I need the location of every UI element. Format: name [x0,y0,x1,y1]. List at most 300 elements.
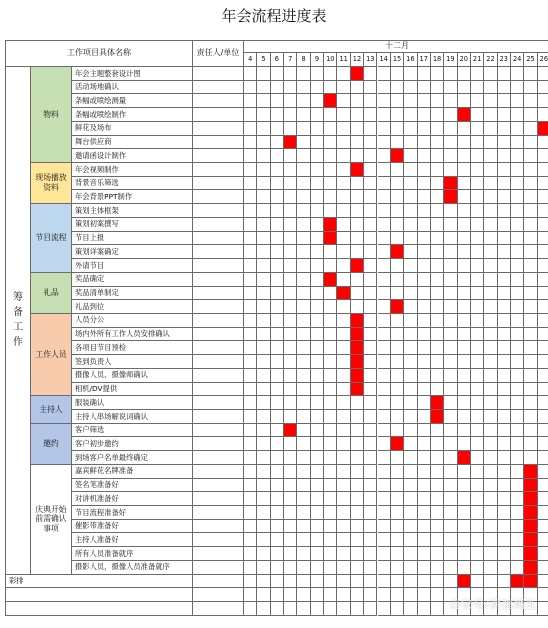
schedule-mark [351,163,364,177]
schedule-cell [244,136,257,150]
schedule-cell [498,451,511,465]
schedule-mark [351,355,364,369]
schedule-cell [511,465,524,479]
schedule-cell [324,163,337,177]
schedule-cell [311,465,324,479]
schedule-cell [538,424,548,438]
schedule-cell [391,479,404,493]
schedule-cell [244,465,257,479]
schedule-cell [378,506,391,520]
schedule-cell [511,67,524,81]
task-name: 外请节目 [72,259,193,273]
task-name: 奖品清单制定 [72,287,193,301]
schedule-cell [337,300,350,314]
schedule-cell [324,287,337,301]
schedule-cell [337,341,350,355]
schedule-cell [297,424,310,438]
schedule-cell [524,451,537,465]
schedule-cell [284,300,297,314]
schedule-cell [471,465,484,479]
schedule-cell [498,396,511,410]
schedule-cell [284,369,297,383]
schedule-cell [244,122,257,136]
schedule-cell [364,190,377,204]
schedule-cell [364,287,377,301]
schedule-cell [351,465,364,479]
schedule-cell [538,588,548,602]
schedule-cell [511,533,524,547]
schedule-cell [297,245,310,259]
schedule-cell [244,177,257,191]
schedule-cell [324,245,337,259]
schedule-cell [271,588,284,602]
schedule-cell [324,575,337,589]
day-header: 22 [484,53,497,67]
header-month: 十二月 [244,40,548,53]
schedule-cell [431,204,444,218]
schedule-cell [311,410,324,424]
schedule-cell [271,149,284,163]
schedule-cell [337,163,350,177]
schedule-cell [471,287,484,301]
schedule-cell [444,369,457,383]
owner-cell [193,533,244,547]
owner-cell [193,287,244,301]
schedule-cell [404,341,417,355]
schedule-mark [351,341,364,355]
schedule-cell [431,424,444,438]
task-name: 邀请函设计制作 [72,149,193,163]
schedule-cell [458,67,471,81]
schedule-mark [511,575,524,589]
schedule-cell [404,136,417,150]
schedule-cell [257,410,270,424]
schedule-cell [538,67,548,81]
schedule-cell [337,122,350,136]
schedule-cell [418,149,431,163]
schedule-cell [538,575,548,589]
schedule-cell [351,300,364,314]
schedule-cell [484,245,497,259]
schedule-cell [404,410,417,424]
schedule-cell [484,232,497,246]
schedule-cell [351,520,364,534]
owner-cell [193,506,244,520]
schedule-cell [311,122,324,136]
schedule-cell [404,67,417,81]
schedule-cell [524,273,537,287]
schedule-cell [444,287,457,301]
schedule-cell [311,81,324,95]
schedule-cell [351,81,364,95]
schedule-cell [378,588,391,602]
schedule-cell [391,273,404,287]
schedule-mark [524,575,537,589]
schedule-cell [538,328,548,342]
schedule-cell [351,190,364,204]
schedule-cell [458,369,471,383]
schedule-cell [391,259,404,273]
schedule-cell [257,355,270,369]
schedule-cell [498,136,511,150]
schedule-cell [364,328,377,342]
schedule-cell [351,149,364,163]
schedule-cell [484,424,497,438]
schedule-cell [337,437,350,451]
schedule-cell [391,341,404,355]
task-name: 相机/DV提供 [72,383,193,397]
schedule-cell [324,328,337,342]
schedule-cell [271,273,284,287]
schedule-cell [311,273,324,287]
schedule-cell [257,328,270,342]
schedule-cell [538,245,548,259]
schedule-cell [311,218,324,232]
schedule-cell [337,218,350,232]
schedule-cell [498,547,511,561]
schedule-cell [418,81,431,95]
schedule-cell [444,533,457,547]
schedule-mark [524,479,537,493]
schedule-cell [498,67,511,81]
task-name: 策划初案撰写 [72,218,193,232]
schedule-mark [351,67,364,81]
schedule-cell [484,383,497,397]
day-header: 11 [337,53,350,67]
schedule-cell [271,232,284,246]
schedule-cell [284,190,297,204]
schedule-cell [538,232,548,246]
category-cell: 礼品 [31,273,72,314]
schedule-cell [364,122,377,136]
schedule-cell [391,424,404,438]
schedule-cell [324,369,337,383]
schedule-cell [271,520,284,534]
task-name: 客户初步邀约 [72,437,193,451]
schedule-mark [324,232,337,246]
schedule-cell [284,328,297,342]
schedule-cell [297,396,310,410]
schedule-cell [498,204,511,218]
schedule-cell [511,122,524,136]
schedule-cell [391,204,404,218]
category-cell: 主持人 [31,396,72,423]
schedule-cell [337,328,350,342]
schedule-cell [484,259,497,273]
schedule-cell [418,136,431,150]
schedule-cell [257,479,270,493]
schedule-cell [271,492,284,506]
schedule-cell [271,561,284,575]
schedule-cell [404,328,417,342]
schedule-cell [511,273,524,287]
schedule-cell [311,314,324,328]
schedule-cell [311,396,324,410]
schedule-cell [244,190,257,204]
schedule-cell [271,81,284,95]
schedule-cell [418,108,431,122]
schedule-cell [324,314,337,328]
schedule-cell [244,437,257,451]
day-header: 10 [324,53,337,67]
schedule-cell [284,67,297,81]
schedule-cell [471,136,484,150]
schedule-cell [364,506,377,520]
schedule-cell [444,204,457,218]
schedule-cell [297,287,310,301]
schedule-mark [524,465,537,479]
schedule-cell [324,67,337,81]
schedule-cell [337,575,350,589]
schedule-cell [418,451,431,465]
category-cell: 物料 [31,67,72,163]
schedule-cell [484,190,497,204]
schedule-cell [284,602,297,616]
schedule-cell [364,163,377,177]
schedule-cell [311,190,324,204]
schedule-cell [297,177,310,191]
schedule-cell [284,108,297,122]
schedule-cell [444,328,457,342]
schedule-cell [271,424,284,438]
schedule-cell [431,163,444,177]
schedule-cell [311,287,324,301]
schedule-cell [337,547,350,561]
schedule-cell [431,575,444,589]
schedule-cell [404,232,417,246]
schedule-cell [297,273,310,287]
schedule-cell [324,300,337,314]
schedule-cell [364,479,377,493]
schedule-cell [311,149,324,163]
schedule-cell [364,437,377,451]
schedule-cell [444,410,457,424]
schedule-cell [458,94,471,108]
schedule-cell [431,81,444,95]
schedule-cell [444,437,457,451]
schedule-cell [484,369,497,383]
schedule-cell [297,369,310,383]
schedule-cell [378,259,391,273]
schedule-cell [444,396,457,410]
schedule-cell [511,314,524,328]
schedule-cell [524,314,537,328]
day-header: 4 [244,53,257,67]
schedule-cell [324,149,337,163]
schedule-cell [284,273,297,287]
schedule-cell [271,602,284,616]
schedule-cell [538,410,548,424]
schedule-cell [404,273,417,287]
schedule-cell [284,383,297,397]
schedule-cell [524,437,537,451]
schedule-cell [284,287,297,301]
schedule-cell [524,149,537,163]
day-header: 23 [498,53,511,67]
schedule-cell [458,232,471,246]
schedule-cell [511,506,524,520]
schedule-cell [471,245,484,259]
schedule-cell [538,259,548,273]
schedule-cell [297,232,310,246]
blank-cell [5,602,193,616]
schedule-cell [257,575,270,589]
schedule-mark [284,136,297,150]
day-header: 12 [351,53,364,67]
schedule-cell [311,94,324,108]
schedule-cell [257,300,270,314]
schedule-cell [324,479,337,493]
schedule-cell [351,588,364,602]
schedule-cell [337,94,350,108]
task-name: 背景音乐筛选 [72,177,193,191]
schedule-cell [324,424,337,438]
schedule-cell [351,396,364,410]
schedule-cell [364,245,377,259]
schedule-cell [324,602,337,616]
schedule-cell [418,465,431,479]
schedule-cell [418,396,431,410]
schedule-cell [391,561,404,575]
schedule-cell [444,506,457,520]
owner-cell [193,492,244,506]
schedule-mark [524,561,537,575]
schedule-cell [311,300,324,314]
task-name: 签名笔准备好 [72,479,193,493]
schedule-mark [337,287,350,301]
schedule-cell [458,190,471,204]
schedule-cell [538,190,548,204]
schedule-cell [524,369,537,383]
schedule-cell [538,396,548,410]
day-header: 21 [471,53,484,67]
schedule-cell [404,547,417,561]
schedule-cell [498,245,511,259]
schedule-cell [271,300,284,314]
schedule-cell [391,218,404,232]
schedule-cell [271,94,284,108]
schedule-cell [257,533,270,547]
schedule-cell [337,232,350,246]
schedule-cell [284,204,297,218]
schedule-cell [498,506,511,520]
schedule-cell [257,177,270,191]
schedule-cell [257,122,270,136]
schedule-cell [364,492,377,506]
schedule-cell [337,492,350,506]
schedule-cell [378,94,391,108]
schedule-cell [391,451,404,465]
task-name: 服装确认 [72,396,193,410]
schedule-cell [391,190,404,204]
schedule-cell [284,341,297,355]
schedule-cell [378,136,391,150]
schedule-cell [538,492,548,506]
schedule-cell [364,177,377,191]
schedule-cell [524,190,537,204]
schedule-cell [444,383,457,397]
day-header: 14 [378,53,391,67]
day-header: 17 [418,53,431,67]
schedule-cell [498,561,511,575]
schedule-cell [511,204,524,218]
schedule-cell [297,492,310,506]
schedule-cell [337,245,350,259]
schedule-cell [337,533,350,547]
schedule-cell [337,108,350,122]
schedule-cell [444,245,457,259]
schedule-cell [311,383,324,397]
schedule-cell [364,533,377,547]
schedule-cell [378,369,391,383]
schedule-cell [431,355,444,369]
schedule-cell [538,204,548,218]
schedule-cell [244,355,257,369]
schedule-cell [244,218,257,232]
task-name: 条幅或喷绘测量 [72,94,193,108]
schedule-cell [458,314,471,328]
schedule-cell [351,287,364,301]
schedule-cell [404,149,417,163]
schedule-cell [471,533,484,547]
schedule-cell [511,218,524,232]
schedule-cell [511,177,524,191]
schedule-cell [257,259,270,273]
schedule-cell [378,177,391,191]
owner-cell [193,602,244,616]
schedule-cell [378,424,391,438]
schedule-cell [431,136,444,150]
schedule-cell [244,547,257,561]
schedule-cell [257,383,270,397]
schedule-cell [484,67,497,81]
schedule-cell [431,300,444,314]
schedule-cell [418,163,431,177]
schedule-mark [524,533,537,547]
task-name: 摄像人员、摄像师确认 [72,369,193,383]
schedule-cell [324,410,337,424]
schedule-cell [431,328,444,342]
schedule-cell [297,67,310,81]
schedule-cell [538,561,548,575]
schedule-cell [244,575,257,589]
schedule-cell [511,437,524,451]
schedule-cell [257,561,270,575]
schedule-cell [391,81,404,95]
schedule-cell [431,149,444,163]
schedule-cell [257,81,270,95]
schedule-cell [418,190,431,204]
schedule-cell [271,204,284,218]
schedule-cell [244,81,257,95]
schedule-cell [351,94,364,108]
schedule-cell [271,355,284,369]
schedule-cell [257,136,270,150]
schedule-cell [364,94,377,108]
schedule-cell [257,437,270,451]
schedule-cell [378,575,391,589]
schedule-cell [271,533,284,547]
category-cell: 邀约 [31,424,72,465]
owner-cell [193,232,244,246]
schedule-cell [337,602,350,616]
schedule-cell [297,328,310,342]
schedule-cell [351,136,364,150]
schedule-cell [524,122,537,136]
schedule-mark [351,328,364,342]
schedule-cell [284,314,297,328]
schedule-cell [271,437,284,451]
